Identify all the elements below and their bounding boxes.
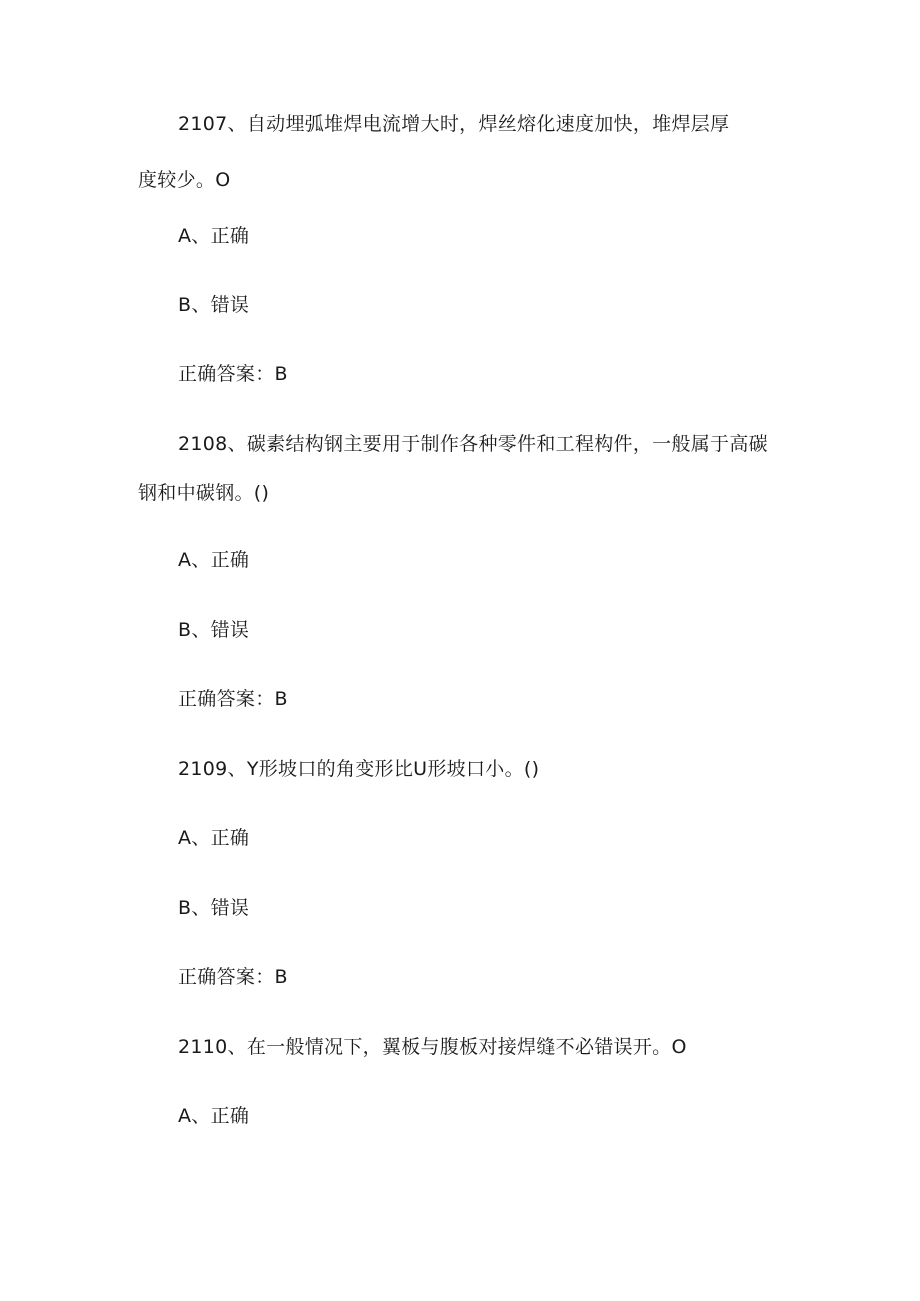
- question-2107-option-a: A、正确: [178, 225, 250, 247]
- question-2108-stem-line2: 钢和中碳钢。(): [138, 482, 270, 504]
- question-2109-stem-line1: 2109、Y形坡口的角变形比U形坡口小。(): [178, 758, 540, 780]
- question-2107-stem-line1: 2107、自动埋弧堆焊电流增大时，焊丝熔化速度加快，堆焊层厚: [178, 113, 730, 135]
- question-2109-option-b: B、错误: [178, 897, 250, 919]
- question-2110-option-a: A、正确: [178, 1105, 250, 1127]
- question-2109-answer: 正确答案：B: [178, 966, 288, 988]
- question-2107-stem-line2: 度较少。O: [138, 169, 231, 191]
- question-2109-option-a: A、正确: [178, 827, 250, 849]
- question-2110-stem-line1: 2110、在一般情况下，翼板与腹板对接焊缝不必错误开。O: [178, 1036, 687, 1058]
- question-2108-answer: 正确答案：B: [178, 688, 288, 710]
- question-2107-option-b: B、错误: [178, 294, 250, 316]
- question-2107-answer: 正确答案：B: [178, 363, 288, 385]
- question-2108-option-b: B、错误: [178, 619, 250, 641]
- question-2108-stem-line1: 2108、碳素结构钢主要用于制作各种零件和工程构件，一般属于高碳: [178, 433, 768, 455]
- question-2108-option-a: A、正确: [178, 549, 250, 571]
